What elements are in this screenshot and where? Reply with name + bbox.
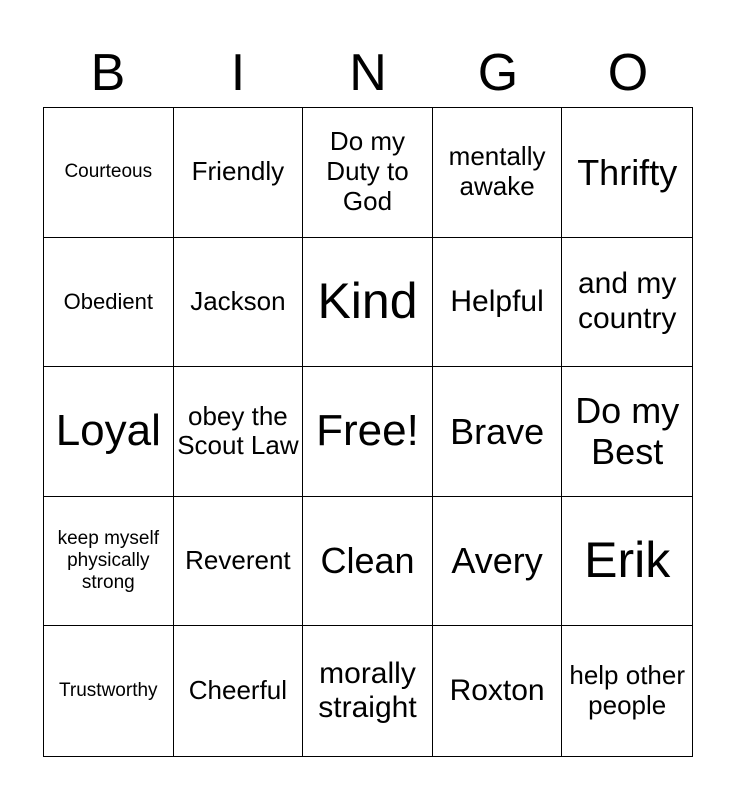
bingo-cell[interactable] (303, 108, 433, 238)
bingo-cell[interactable] (44, 108, 174, 238)
cell-label: Clean (320, 540, 415, 582)
cell-label: Do my Best (575, 390, 680, 473)
header-letter-i: I (230, 44, 246, 102)
cell-label: Cheerful (188, 675, 288, 706)
bingo-cell[interactable] (303, 238, 433, 368)
cell-label: Kind (317, 273, 418, 330)
bingo-cell[interactable] (174, 108, 304, 238)
header-letter-n: N (349, 44, 387, 102)
free-space-cell[interactable] (303, 367, 433, 497)
bingo-cell[interactable] (562, 497, 692, 627)
cell-label: Reverent (185, 545, 291, 576)
cell-label: Friendly (191, 156, 285, 187)
cell-label: Helpful (450, 284, 544, 318)
cell-label: obey the Scout Law (177, 400, 299, 461)
bingo-cell[interactable] (174, 367, 304, 497)
cell-label: help other people (569, 660, 686, 721)
bingo-cell[interactable] (174, 626, 304, 756)
bingo-cell[interactable] (44, 367, 174, 497)
header-letter-b: B (90, 44, 126, 102)
cell-label: Roxton (449, 673, 545, 707)
bingo-cell[interactable] (44, 238, 174, 368)
bingo-cell[interactable] (562, 108, 692, 238)
cell-label: Brave (450, 410, 545, 452)
cell-label: Thrifty (577, 151, 678, 193)
bingo-cell[interactable] (44, 626, 174, 756)
bingo-cell[interactable] (433, 626, 563, 756)
cell-label: Trustworthy (59, 680, 158, 702)
bingo-cell[interactable] (562, 238, 692, 368)
cell-label: Loyal (55, 406, 161, 456)
cell-label: Free! (316, 406, 419, 456)
cell-label: morally straight (318, 656, 417, 725)
cell-label: Avery (451, 540, 543, 582)
cell-label: Do my Duty to God (326, 126, 409, 217)
bingo-cell[interactable] (562, 626, 692, 756)
bingo-cell[interactable] (44, 497, 174, 627)
bingo-cell[interactable] (562, 367, 692, 497)
bingo-cell[interactable] (303, 626, 433, 756)
cell-label: and my country (578, 267, 677, 335)
cell-label: Jackson (190, 285, 286, 316)
bingo-cell[interactable] (433, 108, 563, 238)
header-letter-o: O (607, 44, 649, 102)
bingo-cell[interactable] (174, 238, 304, 368)
cell-label: Courteous (64, 161, 153, 183)
bingo-cell[interactable] (174, 497, 304, 627)
cell-label: keep myself physically strong (57, 528, 159, 594)
bingo-cell[interactable] (303, 497, 433, 627)
cell-label: mentally awake (448, 141, 546, 202)
cell-label: Erik (584, 532, 671, 589)
bingo-header (43, 38, 693, 108)
bingo-cell[interactable] (433, 497, 563, 627)
cell-label: Obedient (63, 289, 153, 315)
bingo-cell[interactable] (433, 367, 563, 497)
bingo-cell[interactable] (433, 238, 563, 368)
bingo-board (43, 107, 693, 757)
header-letter-g: G (477, 44, 519, 102)
